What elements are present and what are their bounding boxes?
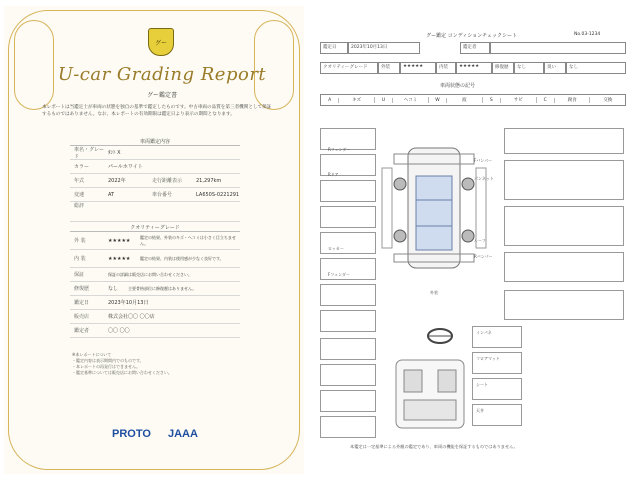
- goo-emblem-icon: グー: [148, 28, 174, 56]
- vehicle-section-title: 車両鑑定内容: [70, 138, 240, 146]
- annotation-label: ルーフ: [474, 238, 486, 243]
- legend-row: A キズ U ヘコミ W 波 S サビ C 腐食 交換: [320, 94, 626, 106]
- repair-row: 修復歴 なし 主要骨格部位に修復歴はありません。: [70, 282, 240, 296]
- repair-value: なし: [514, 62, 544, 74]
- shift-chassis-row: 変速 AT 車台番号 LA650S-0221291: [70, 188, 240, 202]
- note-box: [320, 338, 376, 360]
- inspector-label: 鑑定者: [460, 42, 490, 54]
- smell-label: 臭い: [544, 62, 566, 74]
- note-box: [320, 416, 376, 438]
- quality-section-title: クオリティーグレード: [70, 224, 240, 232]
- exterior-label: 外装: [378, 62, 400, 74]
- intro-text: 本レポートは当鑑定士が車両の状態を独自の基準で鑑定したものです。中古車両の品質を第三者機関として保証するものではありません。なお、本レポートの有効期限は鑑定日より表示の期間となります。: [42, 105, 272, 117]
- note-box: [320, 206, 376, 228]
- status-head: 車両状態の記号: [440, 83, 476, 89]
- date-label: 鑑定日: [320, 42, 348, 54]
- quality-label: クオリティーグレード: [320, 62, 378, 74]
- note-box: [320, 310, 376, 332]
- inspector-value: [490, 42, 626, 54]
- note-line: ・鑑定内容は表示期間内でのものです。: [72, 358, 144, 363]
- interior-label: シート: [476, 382, 488, 387]
- repair-label: 修復歴: [492, 62, 514, 74]
- annotation-label: ボンネット: [474, 176, 494, 181]
- grade-row-exterior: 外 装 ★★★★★ 鑑定の結果、外装のキズ・ヘコミは小さく目立ちません。: [70, 232, 240, 250]
- model-row: 車名・グレード ﾀﾝﾄ X: [70, 146, 240, 160]
- note-box: [504, 206, 624, 246]
- date-value: 2023年10月13日: [348, 42, 420, 54]
- interior-label: フロアマット: [476, 356, 500, 361]
- grade-row-interior: 内 装 ★★★★★ 鑑定の結果、内装は使用感が少なく良好です。: [70, 250, 240, 268]
- car-top-view-diagram: [380, 138, 493, 278]
- steering-wheel-icon: [426, 326, 454, 346]
- notes-block: [72, 352, 242, 376]
- annotation-label: Rバンパー: [474, 254, 493, 259]
- note-box: [504, 252, 624, 282]
- interior-label: 天井: [476, 408, 484, 413]
- jaaa-logo: JAAA: [167, 428, 198, 440]
- note-box: [320, 390, 376, 412]
- inspector-row: 鑑定者 〇〇 〇〇: [70, 324, 240, 338]
- certificate-subtitle: グー鑑定書: [146, 92, 177, 99]
- note-box: [320, 364, 376, 386]
- logo-bar: [112, 428, 198, 440]
- inspection-date-row: 鑑定日 2023年10月13日: [70, 296, 240, 310]
- interior-label: 内装: [436, 62, 456, 74]
- annotation-label: ロッカー: [328, 246, 344, 251]
- annotation-label: Fフェンダー: [328, 272, 350, 277]
- note-box: [504, 160, 624, 200]
- sheet-footer: 本鑑定は一定基準による外観の鑑定であり、車両の機能を保証するものではありません。: [350, 444, 518, 449]
- year-mileage-row: 年式 2022年 走行距離表示 21,297km: [70, 174, 240, 188]
- note-line: ・本レポートの再発行はできません。: [72, 364, 141, 369]
- notes-row: 総評: [70, 202, 240, 222]
- shop-row: 販売店 株式会社〇〇 〇〇店: [70, 310, 240, 324]
- interior-label: インパネ: [476, 330, 492, 335]
- vehicle-section: [70, 138, 240, 338]
- interior-diagram: [392, 356, 468, 432]
- interior-stars: ★★★★★: [456, 62, 492, 74]
- annotation-label: Rフェンダー: [328, 147, 351, 152]
- note-box: [504, 128, 624, 154]
- annotation-label: Rドア: [328, 172, 339, 177]
- notes-head: ※本レポートについて: [72, 352, 112, 357]
- note-box: [504, 290, 624, 320]
- certificate-title: U-car Grading Report: [57, 64, 267, 85]
- note-line: ・鑑定基準については販売店にお問い合わせください。: [72, 370, 172, 375]
- sheet-number: No.03-1234: [574, 32, 601, 37]
- color-row: カラー パールホワイト: [70, 160, 240, 174]
- annotation-label: Fバンパー: [474, 158, 493, 163]
- annotation-label: 外装: [430, 290, 438, 295]
- ornament-left: [14, 20, 54, 110]
- exterior-stars: ★★★★★: [400, 62, 436, 74]
- note-box: [320, 180, 376, 202]
- smell-value: なし: [566, 62, 626, 74]
- sheet-title: グー鑑定 コンディションチェックシート: [426, 33, 517, 39]
- proto-logo: PROTO: [112, 428, 151, 440]
- note-box: [320, 284, 376, 306]
- warranty-row: 保証 保証の詳細は販売店にお問い合わせください。: [70, 268, 240, 282]
